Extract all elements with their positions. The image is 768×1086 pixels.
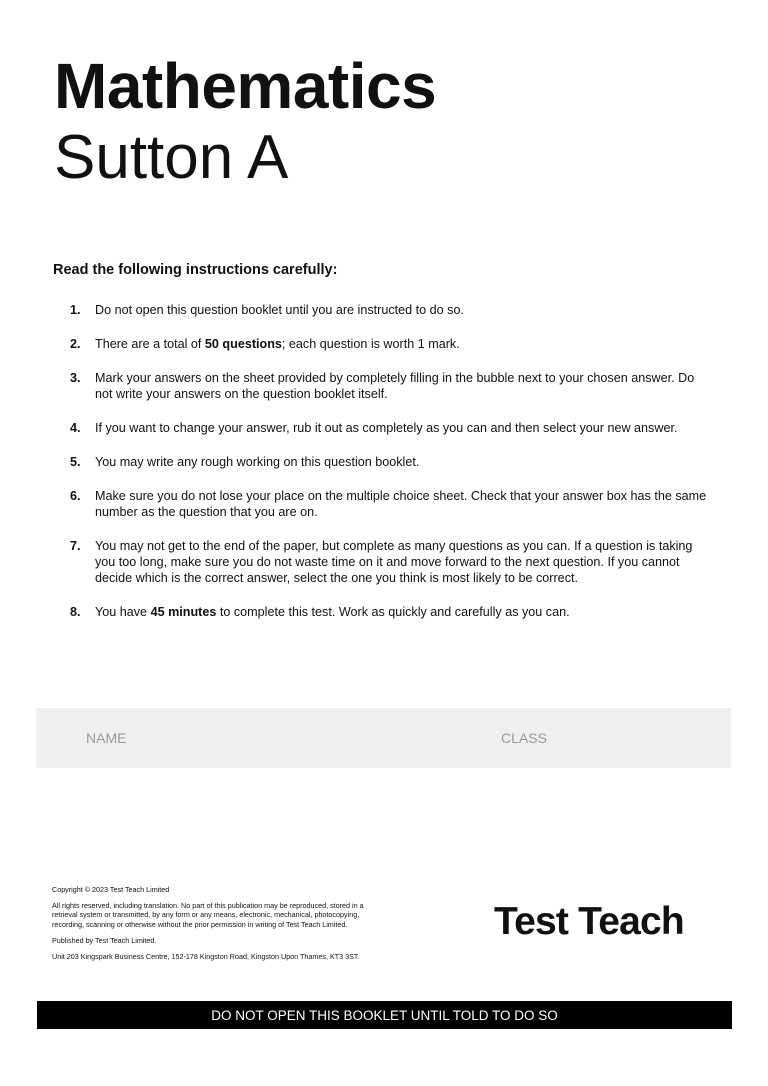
instruction-text: You have 45 minutes to complete this test. Work as quickly and carefully as you can. (95, 605, 570, 619)
name-class-box (36, 708, 731, 768)
instruction-number: 7. (70, 539, 81, 553)
instruction-text: Make sure you do not lose your place on the multiple choice sheet. Check that your answer box has the same number as the question that you are on. (95, 489, 707, 519)
instruction-number: 3. (70, 371, 81, 385)
page-title: Mathematics (54, 50, 437, 122)
instruction-item (70, 488, 715, 520)
instruction-item (70, 302, 715, 318)
instruction-number: 1. (70, 303, 81, 317)
rights-statement: All rights reserved, including translation. No part of this publication may be reproduced, stored in a retrieval system or transmitted, by any form or any means, electronic, mechanical, photocopying, recording, scanning or otherwise without the prior permission in writing of Test Teach Limited. (52, 901, 364, 929)
copyright-line: Copyright © 2023 Test Teach Limited (52, 885, 170, 894)
instruction-text: You may not get to the end of the paper, but complete as many questions as you can. If a question is taking you too long, make sure you do not waste time on it and move forward to the next question. If you cannot decide which is the correct answer, select the one you think is most likely to be correct. (95, 539, 693, 585)
instruction-text: If you want to change your answer, rub it out as completely as you can and then select your new answer. (95, 421, 678, 435)
instruction-item (70, 454, 715, 470)
instructions-heading: Read the following instructions carefully: (53, 262, 338, 278)
copyright-notice (52, 885, 387, 968)
instruction-item (70, 336, 715, 352)
warning-banner (37, 1001, 732, 1029)
instruction-number: 2. (70, 337, 81, 351)
instruction-number: 4. (70, 421, 81, 435)
instruction-text: Mark your answers on the sheet provided by completely filling in the bubble next to your chosen answer. Do not write your answers on the question booklet itself. (95, 371, 695, 401)
name-field[interactable]: NAME (86, 730, 127, 746)
page-subtitle: Sutton A (54, 123, 289, 192)
question-count: 50 questions (204, 337, 282, 351)
time-limit: 45 minutes (150, 605, 217, 619)
address-line: Unit 203 Kingspark Business Centre, 152-178 Kingston Road, Kingston Upon Thames, KT3 3ST. (52, 952, 360, 962)
warning-text: DO NOT OPEN THIS BOOKLET UNTIL TOLD TO DO SO (211, 1007, 558, 1023)
instruction-text: You may write any rough working on this question booklet. (95, 455, 420, 469)
instruction-text: Do not open this question booklet until you are instructed to do so. (95, 303, 464, 317)
brand-logo: Test Teach (494, 900, 684, 943)
instructions-list (70, 302, 715, 620)
instruction-number: 6. (70, 489, 81, 503)
instruction-number: 8. (70, 605, 81, 619)
instruction-item (70, 538, 715, 586)
instruction-number: 5. (70, 455, 81, 469)
instruction-item (70, 370, 715, 402)
publisher-line: Published by Test Teach Limited. (52, 935, 157, 945)
instruction-item (70, 420, 715, 436)
class-field[interactable]: CLASS (501, 730, 547, 746)
instruction-text: There are a total of 50 questions; each question is worth 1 mark. (95, 337, 460, 351)
instruction-item (70, 604, 715, 620)
